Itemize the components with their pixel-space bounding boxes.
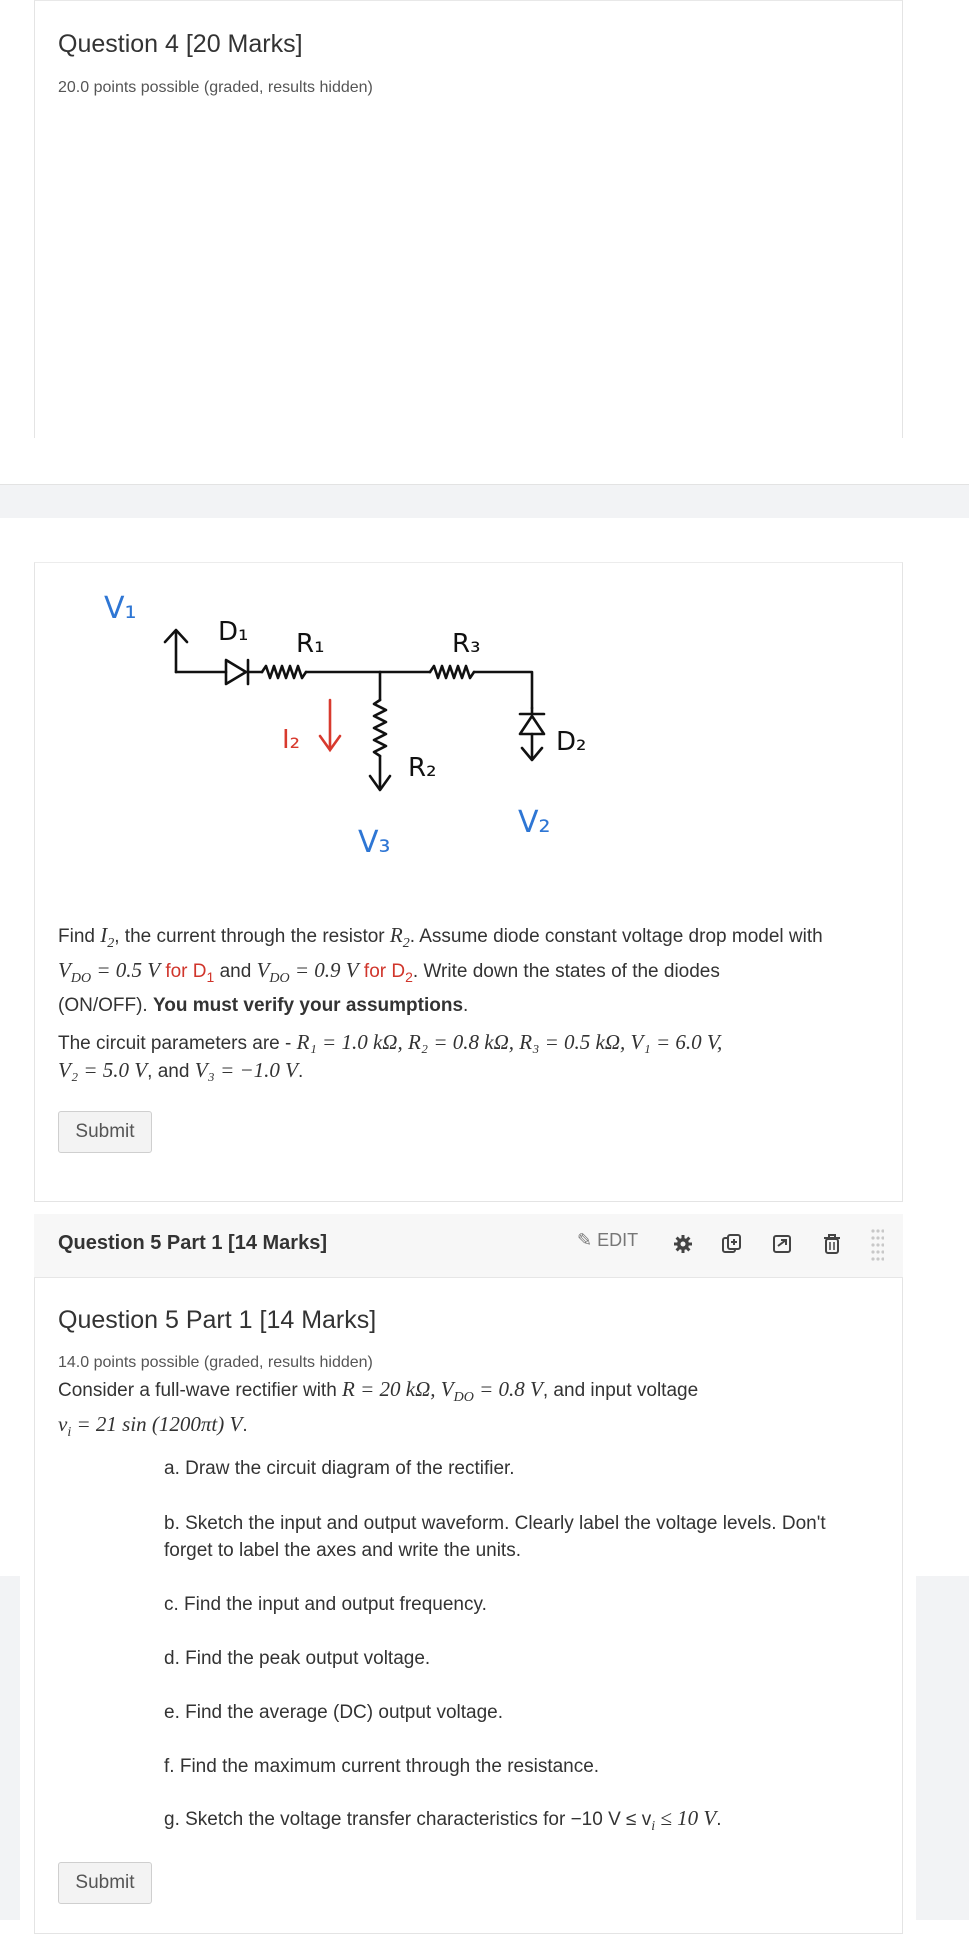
list-item-d: d. Find the peak output voltage. (164, 1648, 431, 1669)
resistor-r3-icon (430, 666, 474, 678)
resistor-r1-icon (262, 666, 306, 678)
question4-top-card (34, 0, 903, 438)
question5-header-bar (34, 1214, 903, 1278)
gear-icon[interactable] (671, 1232, 695, 1256)
question5-points: 14.0 points possible (graded, results hidden) (58, 1354, 373, 1371)
label-v1: V₁ (104, 591, 137, 626)
list-item-c: c. Find the input and output frequency. (164, 1594, 487, 1615)
question4-title: Question 4 [20 Marks] (58, 30, 303, 58)
label-r1: R₁ (296, 629, 325, 659)
label-v2: V₂ (518, 805, 551, 840)
question5-title: Question 5 Part 1 [14 Marks] (58, 1306, 377, 1334)
section-divider-band (0, 484, 969, 518)
question5-submit-button[interactable]: Submit (58, 1862, 152, 1904)
list-item-f: f. Find the maximum current through the resistance. (164, 1756, 600, 1777)
label-v3: V₃ (358, 825, 391, 860)
diode-d1-icon (226, 660, 246, 684)
circuit-diagram (90, 580, 650, 880)
right-gutter (916, 1576, 969, 1920)
wire-r3-d2 (474, 672, 532, 708)
list-item-e: e. Find the average (DC) output voltage. (164, 1702, 504, 1723)
pencil-icon: ✎ (577, 1230, 593, 1250)
question4-submit-button[interactable]: Submit (58, 1111, 152, 1153)
duplicate-icon[interactable] (720, 1232, 744, 1256)
question4-problem-text: Find $I_2$, the current through the resistor $R_2$. Assume diode constant voltage drop model with $V_{DO} = 0.5$ V for $D_1$ and $V_{DO} = 0.9$ V for $D_2$. Write down the states of the diodes (ON/OFF). You must verify your assumptions. (58, 923, 823, 1016)
list-item-g: g. Sketch the voltage transfer characteristics for −10 $V \le v_i \le 10$ V. (164, 1806, 722, 1834)
question5-header-title: Question 5 Part 1 [14 Marks] (58, 1232, 327, 1254)
list-item-a: a. Draw the circuit diagram of the rectifier. (164, 1458, 515, 1479)
question4-points: 20.0 points possible (graded, results hidden) (58, 79, 373, 96)
label-r2: R₂ (408, 753, 437, 783)
list-item-b-cont: forget to label the axes and write the units. (164, 1540, 521, 1561)
left-gutter (0, 1576, 20, 1920)
edit-label: EDIT (597, 1230, 639, 1250)
question4-parameters-text: The circuit parameters are - R₁ = 1.0 kΩ, R₂ = 0.8 kΩ, R₃ = 0.5 kΩ, V₁ = 6.0 V, V₂ = 5.0 V, and V₃ = −1.0 V. (58, 1030, 723, 1082)
label-d1: D₁ (218, 617, 249, 647)
diode-d2-icon (520, 716, 544, 734)
label-r3: R₃ (452, 629, 481, 659)
trash-icon[interactable] (820, 1232, 844, 1256)
edit-button[interactable] (577, 1230, 638, 1251)
label-i2: I₂ (282, 725, 301, 755)
list-item-b: b. Sketch the input and output waveform. Clearly label the voltage levels. Don't (164, 1513, 826, 1534)
drag-handle-icon[interactable] (870, 1228, 884, 1262)
label-d2: D₂ (556, 727, 587, 757)
resistor-r2-icon (374, 700, 386, 756)
move-icon[interactable] (770, 1232, 794, 1256)
question5-intro-text: Consider a full-wave rectifier with R = 20 kΩ, $V_{DO} = 0.8$ V, and input voltage $v_i = 21$ sin (1200πt) V. (58, 1377, 699, 1440)
